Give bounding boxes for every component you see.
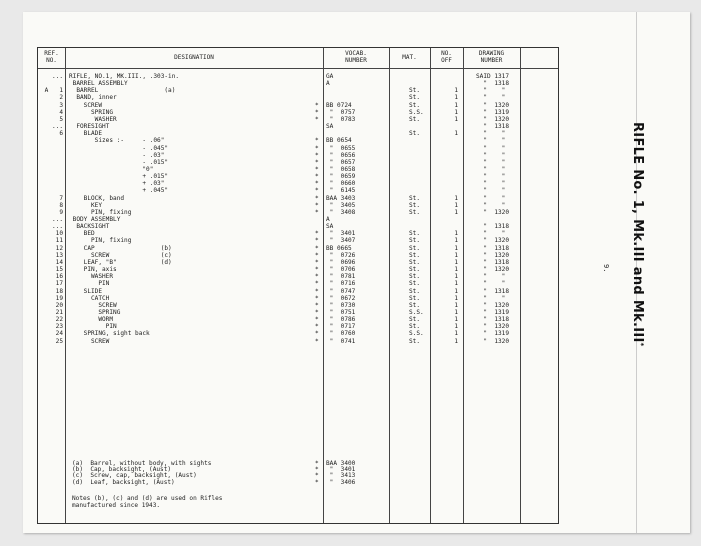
cell-drw: " 1320: [476, 208, 510, 216]
cell-drw: " 1318: [476, 223, 510, 231]
header-vocab: VOCAB. NUMBER: [345, 50, 367, 64]
cell-des: SPRING, sight back: [69, 330, 150, 338]
cell-voc: " 0741: [326, 337, 356, 345]
cell-ast: *: [315, 101, 319, 109]
cell-ast: *: [315, 173, 319, 181]
cell-des: BLOCK, band: [69, 194, 125, 202]
cell-drw: " ": [476, 180, 506, 188]
cell-drw: " 1318: [476, 316, 510, 324]
cell-des: SPRING: [69, 308, 121, 316]
cell-no: 1: [454, 208, 458, 216]
cell-voc: " 0730: [326, 301, 356, 309]
cell-ref: 2: [59, 94, 63, 102]
cell-des: BAND, inner: [69, 94, 117, 102]
table-row: [38, 102, 558, 109]
cell-ast: *: [315, 237, 319, 245]
cell-ast: *: [315, 108, 319, 116]
note-line: [38, 495, 558, 502]
cell-des: BLADE: [69, 130, 103, 138]
table-row: [38, 87, 558, 94]
cell-ref: 20: [55, 301, 63, 309]
table-row: [38, 137, 558, 144]
table-row: [38, 266, 558, 273]
cell-ast: *: [315, 316, 319, 324]
cell-no: 1: [454, 273, 458, 281]
footnote-ast: *: [315, 460, 319, 467]
cell-drw: " 1320: [476, 115, 510, 123]
footnote-ast: *: [315, 472, 319, 480]
table-row: [38, 159, 558, 166]
cell-ast: *: [315, 230, 319, 238]
cell-ref: 23: [55, 323, 63, 331]
cell-voc: " 0757: [326, 108, 356, 116]
cell-des: WASHER: [69, 273, 114, 281]
cell-ref: 15: [55, 266, 63, 274]
cell-mat: St.: [409, 237, 421, 245]
footnote-text: (a) Barrel, without body, with sights: [72, 460, 212, 467]
cell-no: 1: [454, 258, 458, 266]
cell-ref: 18: [55, 287, 63, 295]
cell-ast: *: [315, 280, 319, 288]
cell-ast: *: [315, 273, 319, 281]
cell-drw: " 1320: [476, 251, 510, 259]
table-row: [38, 309, 558, 316]
cell-mat: St.: [409, 194, 421, 202]
cell-mat: St.: [409, 273, 421, 281]
cell-ast: *: [315, 323, 319, 331]
cell-drw: " ": [476, 87, 506, 95]
table-row: [38, 195, 558, 202]
cell-des: SCREW: [69, 101, 103, 109]
cell-voc: " 0658: [326, 165, 356, 173]
cell-ref: 24: [55, 330, 63, 338]
cell-voc: SA: [326, 223, 334, 231]
cell-drw: " 1319: [476, 308, 510, 316]
footnote-ast: *: [315, 478, 319, 486]
table-row: [38, 173, 558, 180]
cell-ast: *: [315, 251, 319, 259]
footnote-voc: " 3413: [326, 472, 356, 480]
cell-ast: *: [315, 301, 319, 309]
cell-no: 1: [454, 330, 458, 338]
header-no-off: NO. OFF: [441, 50, 452, 64]
cell-mat: St.: [409, 244, 421, 252]
cell-mat: St.: [409, 208, 421, 216]
table-row: [38, 316, 558, 323]
cell-voc: BB 0665: [326, 244, 352, 252]
cell-des: BED: [69, 230, 95, 238]
footnote-text: (b) Cap, backsight, (Aust): [72, 466, 172, 474]
cell-ref: 4: [59, 108, 63, 116]
cell-drw: " 1318: [476, 287, 510, 295]
cell-mat: St.: [409, 94, 421, 102]
header-mat: MAT.: [402, 54, 417, 61]
cell-ref: 7: [59, 194, 63, 202]
table-row: [38, 288, 558, 295]
cell-voc: " 0706: [326, 266, 356, 274]
cell-mat: St.: [409, 294, 421, 302]
cell-voc: " 0659: [326, 173, 356, 181]
table-row: [38, 338, 558, 345]
cell-voc: " 0660: [326, 180, 356, 188]
cell-des: CATCH: [69, 294, 110, 302]
footnote-row: [38, 479, 558, 486]
cell-no: 1: [454, 308, 458, 316]
header-designation: DESIGNATION: [174, 54, 214, 61]
cell-drw: " ": [476, 280, 506, 288]
cell-des: + .015": [69, 173, 169, 181]
cell-voc: " 0696: [326, 258, 356, 266]
table-row: [38, 166, 558, 173]
cell-ref: 22: [55, 316, 63, 324]
cell-ref: 6: [59, 130, 63, 138]
cell-drw: " ": [476, 230, 506, 238]
note-text: Notes (b), (c) and (d) are used on Rifles: [72, 495, 223, 502]
cell-drw: " ": [476, 165, 506, 173]
table-row: [38, 109, 558, 116]
table-row: [38, 302, 558, 309]
table-row: [38, 180, 558, 187]
cell-no: 1: [454, 115, 458, 123]
table-row: [38, 280, 558, 287]
cell-ast: *: [315, 337, 319, 345]
cell-drw: " ": [476, 144, 506, 152]
footnote-voc: " 3406: [326, 478, 356, 486]
cell-mat: St.: [409, 101, 421, 109]
table-row: [38, 295, 558, 302]
cell-des: + .045": [69, 187, 169, 195]
cell-mat: St.: [409, 251, 421, 259]
cell-ref: 11: [55, 237, 63, 245]
table-row: [38, 330, 558, 337]
cell-drw: " 1320: [476, 323, 510, 331]
cell-ast: *: [315, 287, 319, 295]
table-row: [38, 152, 558, 159]
cell-no: 1: [454, 94, 458, 102]
cell-ast: *: [315, 308, 319, 316]
cell-ref: ...: [51, 123, 63, 131]
cell-drw: " ": [476, 94, 506, 102]
cell-no: 1: [454, 101, 458, 109]
cell-no: 1: [454, 194, 458, 202]
note-text: manufactured since 1943.: [72, 502, 161, 509]
cell-mat: St.: [409, 115, 421, 123]
cell-mat: St.: [409, 301, 421, 309]
cell-no: 1: [454, 237, 458, 245]
footnote-text: (c) Screw, cap, backsight, (Aust): [72, 472, 197, 480]
cell-voc: BAA 3403: [326, 194, 356, 202]
cell-drw: " 1319: [476, 330, 510, 338]
cell-des: FORESIGHT: [69, 123, 110, 131]
cell-ast: *: [315, 137, 319, 145]
cell-no: 1: [454, 108, 458, 116]
cell-des: - .015": [69, 158, 169, 166]
document-page: [23, 12, 690, 533]
cell-mat: St.: [409, 87, 421, 95]
cell-drw: " 1318: [476, 244, 510, 252]
cell-no: 1: [454, 230, 458, 238]
cell-voc: " 0783: [326, 115, 356, 123]
table-row: [38, 230, 558, 237]
cell-no: 1: [454, 287, 458, 295]
cell-ast: *: [315, 294, 319, 302]
cell-voc: " 0751: [326, 308, 356, 316]
cell-voc: A: [326, 80, 330, 88]
cell-no: 1: [454, 87, 458, 95]
cell-ref: 3: [59, 101, 63, 109]
cell-no: 1: [454, 337, 458, 345]
cell-drw: " ": [476, 294, 506, 302]
table-row: [38, 245, 558, 252]
cell-ref: 25: [55, 337, 63, 345]
cell-mat: St.: [409, 337, 421, 345]
cell-ref: 19: [55, 294, 63, 302]
cell-drw: " 1319: [476, 108, 510, 116]
cell-des: RIFLE, NO.1, MK.III., .303-in.: [69, 73, 180, 80]
cell-des: SCREW: [69, 301, 117, 309]
side-title: [630, 122, 645, 347]
cell-drw: " 1318: [476, 80, 510, 88]
cell-drw: " ": [476, 273, 506, 281]
cell-ast: *: [315, 187, 319, 195]
cell-no: 1: [454, 301, 458, 309]
table-row: [38, 123, 558, 130]
cell-des: + .03": [69, 180, 165, 188]
cell-ast: *: [315, 258, 319, 266]
table-row: [38, 187, 558, 194]
cell-des: WORM: [69, 316, 114, 324]
cell-mat: St.: [409, 287, 421, 295]
table-row: [38, 216, 558, 223]
table-row: [38, 273, 558, 280]
cell-des: Sizes :- - .06": [69, 137, 165, 145]
cell-voc: SA: [326, 123, 334, 131]
cell-no: 1: [454, 201, 458, 209]
side-title-mark: *: [637, 342, 645, 347]
cell-voc: " 0657: [326, 158, 356, 166]
cell-ast: *: [315, 158, 319, 166]
cell-ast: *: [315, 330, 319, 338]
cell-voc: " 6145: [326, 187, 356, 195]
cell-des: BARREL (a): [69, 87, 176, 95]
cell-drw: " 1320: [476, 101, 510, 109]
cell-drw: " ": [476, 158, 506, 166]
cell-ref: ...: [51, 223, 63, 231]
cell-ref: 8: [59, 201, 63, 209]
cell-des: "0": [69, 165, 154, 173]
cell-no: 1: [454, 294, 458, 302]
footnote-text: (d) Leaf, backsight, (Aust): [72, 478, 175, 486]
cell-ast: *: [315, 208, 319, 216]
table-row: [38, 209, 558, 216]
cell-des: SPRING: [69, 108, 114, 116]
cell-des: PIN, fixing: [69, 208, 132, 216]
cell-voc: BB 0654: [326, 137, 352, 145]
cell-drw: " ": [476, 173, 506, 181]
cell-voc: " 3405: [326, 201, 356, 209]
footnote-voc: " 3401: [326, 466, 356, 474]
cell-ref: 17: [55, 280, 63, 288]
cell-des: SCREW (c): [69, 251, 172, 259]
cell-mat: St.: [409, 201, 421, 209]
cell-no: 1: [454, 266, 458, 274]
table-row: [38, 94, 558, 101]
cell-no: 1: [454, 323, 458, 331]
cell-voc: " 0781: [326, 273, 356, 281]
table-row: [38, 252, 558, 259]
cell-ast: *: [315, 201, 319, 209]
cell-ref: 12: [55, 244, 63, 252]
cell-voc: " 0760: [326, 330, 356, 338]
cell-des: PIN, fixing: [69, 237, 132, 245]
cell-ref: ...: [51, 73, 63, 80]
cell-voc: " 0656: [326, 151, 356, 159]
cell-des: - .03": [69, 151, 165, 159]
cell-drw: " 1318: [476, 258, 510, 266]
table-row: [38, 237, 558, 244]
cell-no: 1: [454, 280, 458, 288]
cell-voc: " 3408: [326, 208, 356, 216]
side-title-text: RIFLE No. 1, Mk.III and Mk.III: [630, 122, 645, 343]
cell-mat: St.: [409, 316, 421, 324]
cell-drw: " 1320: [476, 237, 510, 245]
cell-no: 1: [454, 130, 458, 138]
cell-drw: " 1320: [476, 337, 510, 345]
footnote-voc: BAA 3400: [326, 460, 356, 467]
cell-ast: *: [315, 115, 319, 123]
cell-voc: " 0716: [326, 280, 356, 288]
cell-des: WASHER: [69, 115, 117, 123]
cell-drw: " ": [476, 201, 506, 209]
footnote-ast: *: [315, 466, 319, 474]
page-number: 9.: [602, 264, 610, 273]
cell-ref: 10: [55, 230, 63, 238]
note-line: [38, 502, 558, 509]
cell-mat: St.: [409, 130, 421, 138]
cell-drw: SAID 1317: [476, 73, 510, 80]
cell-ref: 14: [55, 258, 63, 266]
table-row: [38, 145, 558, 152]
cell-ast: *: [315, 151, 319, 159]
table-row: [38, 116, 558, 123]
parts-table: [37, 47, 559, 524]
table-row: [38, 202, 558, 209]
cell-voc: " 0726: [326, 251, 356, 259]
cell-drw: " 1318: [476, 123, 510, 131]
cell-mat: St.: [409, 258, 421, 266]
cell-voc: A: [326, 216, 330, 223]
cell-ref: 9: [59, 208, 63, 216]
cell-voc: " 0747: [326, 287, 356, 295]
cell-des: PIN: [69, 280, 110, 288]
cell-drw: " ": [476, 130, 506, 138]
cell-ref: 21: [55, 308, 63, 316]
cell-des: BACKSIGHT: [69, 223, 110, 231]
header-divider: [38, 68, 558, 69]
cell-voc: GA: [326, 73, 334, 80]
header-ref: REF. NO.: [44, 50, 59, 64]
cell-ref: 13: [55, 251, 63, 259]
table-row: [38, 223, 558, 230]
cell-mat: St.: [409, 230, 421, 238]
cell-mat: St.: [409, 280, 421, 288]
cell-voc: " 0717: [326, 323, 356, 331]
cell-des: BARREL ASSEMBLY: [69, 80, 128, 88]
cell-ast: *: [315, 266, 319, 274]
table-row: [38, 323, 558, 330]
cell-des: - .045": [69, 144, 169, 152]
cell-voc: " 0672: [326, 294, 356, 302]
cell-des: SCREW: [69, 337, 110, 345]
cell-des: LEAF, "B" (d): [69, 258, 172, 266]
cell-drw: " ": [476, 151, 506, 159]
cell-ast: *: [315, 194, 319, 202]
cell-ast: *: [315, 165, 319, 173]
cell-voc: " 0786: [326, 316, 356, 324]
cell-ast: *: [315, 180, 319, 188]
cell-ref: ...: [51, 216, 63, 223]
cell-drw: " 1320: [476, 266, 510, 274]
cell-voc: " 3401: [326, 230, 356, 238]
cell-voc: " 0655: [326, 144, 356, 152]
table-row: [38, 80, 558, 87]
cell-drw: " ": [476, 137, 506, 145]
cell-voc: BB 0724: [326, 101, 352, 109]
cell-des: SLIDE: [69, 287, 103, 295]
cell-voc: " 3407: [326, 237, 356, 245]
table-row: [38, 73, 558, 80]
cell-des: PIN, axis: [69, 266, 117, 274]
cell-drw: " ": [476, 194, 506, 202]
cell-drw: " 1320: [476, 301, 510, 309]
cell-des: PIN: [69, 323, 117, 331]
cell-no: 1: [454, 244, 458, 252]
cell-ref: 16: [55, 273, 63, 281]
table-row: [38, 259, 558, 266]
cell-des: KEY: [69, 201, 103, 209]
cell-no: 1: [454, 316, 458, 324]
cell-ast: *: [315, 244, 319, 252]
table-row: [38, 130, 558, 137]
cell-mat: S.S.: [409, 308, 424, 316]
cell-des: CAP (b): [69, 244, 172, 252]
cell-mat: St.: [409, 323, 421, 331]
cell-mat: St.: [409, 266, 421, 274]
cell-mat: S.S.: [409, 330, 424, 338]
cell-ref: A 1: [44, 87, 63, 95]
cell-no: 1: [454, 251, 458, 259]
cell-des: BODY ASSEMBLY: [69, 216, 121, 223]
cell-mat: S.S.: [409, 108, 424, 116]
header-drawing: DRAWING NUMBER: [478, 50, 505, 64]
cell-drw: " ": [476, 187, 506, 195]
cell-ast: *: [315, 144, 319, 152]
cell-ref: 5: [59, 115, 63, 123]
